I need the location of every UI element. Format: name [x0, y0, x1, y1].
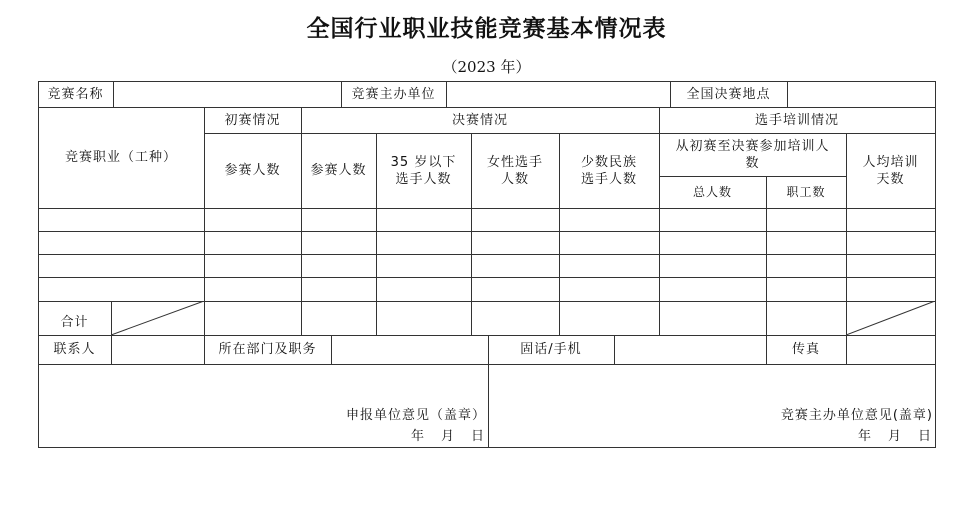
organizer-opinion-label: 竞赛主办单位意见(盖章) — [780, 407, 933, 423]
trained-header-line1: 从初赛至决赛参加培训人 — [675, 138, 830, 154]
applicant-opinion-label: 申报单位意见（盖章） — [345, 407, 486, 423]
rule-header-bottom — [38, 208, 936, 209]
final-header: 决赛情况 — [451, 112, 508, 128]
applicant-date-label: 年 月 日 — [410, 428, 486, 444]
trained-total-header: 总人数 — [692, 184, 732, 199]
organizer-field[interactable] — [446, 81, 670, 107]
phone-label: 固话/手机 — [520, 342, 582, 357]
rule-c-g — [846, 335, 847, 364]
rule-c-e — [614, 335, 615, 364]
year-label: （2023 年） — [442, 58, 531, 76]
trained-employee-header: 职工数 — [786, 184, 826, 199]
rule-data-3 — [38, 277, 936, 278]
female-header-line1: 女性选手 — [486, 154, 543, 170]
minority-header-line2: 选手人数 — [580, 171, 637, 187]
trained-header-line2: 数 — [745, 155, 760, 171]
rule-right — [935, 81, 936, 448]
rule-opinion-mid — [488, 364, 489, 448]
rule-contact-bottom — [38, 364, 936, 365]
prelim-participants-header: 参赛人数 — [224, 163, 281, 178]
avg-days-header-line1: 人均培训 — [862, 154, 919, 170]
rule-c-a — [111, 335, 112, 364]
training-header: 选手培训情况 — [754, 112, 839, 128]
total-row-label: 合计 — [60, 314, 89, 330]
organizer-label: 竞赛主办单位 — [351, 86, 436, 102]
competition-name-label: 竞赛名称 — [47, 86, 104, 102]
fax-label: 传真 — [791, 342, 820, 357]
avg-days-header — [846, 133, 935, 208]
final-participants-header: 参赛人数 — [310, 163, 367, 178]
page-title: 全国行业职业技能竞赛基本情况表 — [306, 15, 667, 42]
female-header — [471, 133, 559, 208]
dept-label: 所在部门及职务 — [218, 342, 317, 357]
final-location-field[interactable] — [787, 81, 935, 107]
organizer-date-label: 年 月 日 — [857, 428, 933, 444]
preliminary-header: 初赛情况 — [224, 112, 281, 128]
occupation-header: 竞赛职业（工种） — [64, 150, 177, 165]
female-header-line2: 人数 — [500, 171, 529, 187]
avg-days-header-line2: 天数 — [876, 171, 905, 187]
total-avgdays-slash — [846, 301, 936, 336]
under35-header-line1: 35 岁以下 — [390, 154, 457, 170]
contact-label: 联系人 — [53, 342, 96, 357]
total-label-slash — [111, 301, 205, 336]
rule-data-2 — [38, 254, 936, 255]
minority-header-line1: 少数民族 — [580, 154, 637, 170]
final-location-label: 全国决赛地点 — [686, 86, 771, 102]
trained-header — [659, 133, 846, 176]
rule-bottom — [38, 447, 936, 448]
under35-header-line2: 选手人数 — [395, 171, 452, 187]
under35-header — [376, 133, 471, 208]
competition-name-field[interactable] — [113, 81, 341, 107]
rule-c-c — [331, 335, 332, 364]
rule-data-1 — [38, 231, 936, 232]
minority-header — [559, 133, 659, 208]
